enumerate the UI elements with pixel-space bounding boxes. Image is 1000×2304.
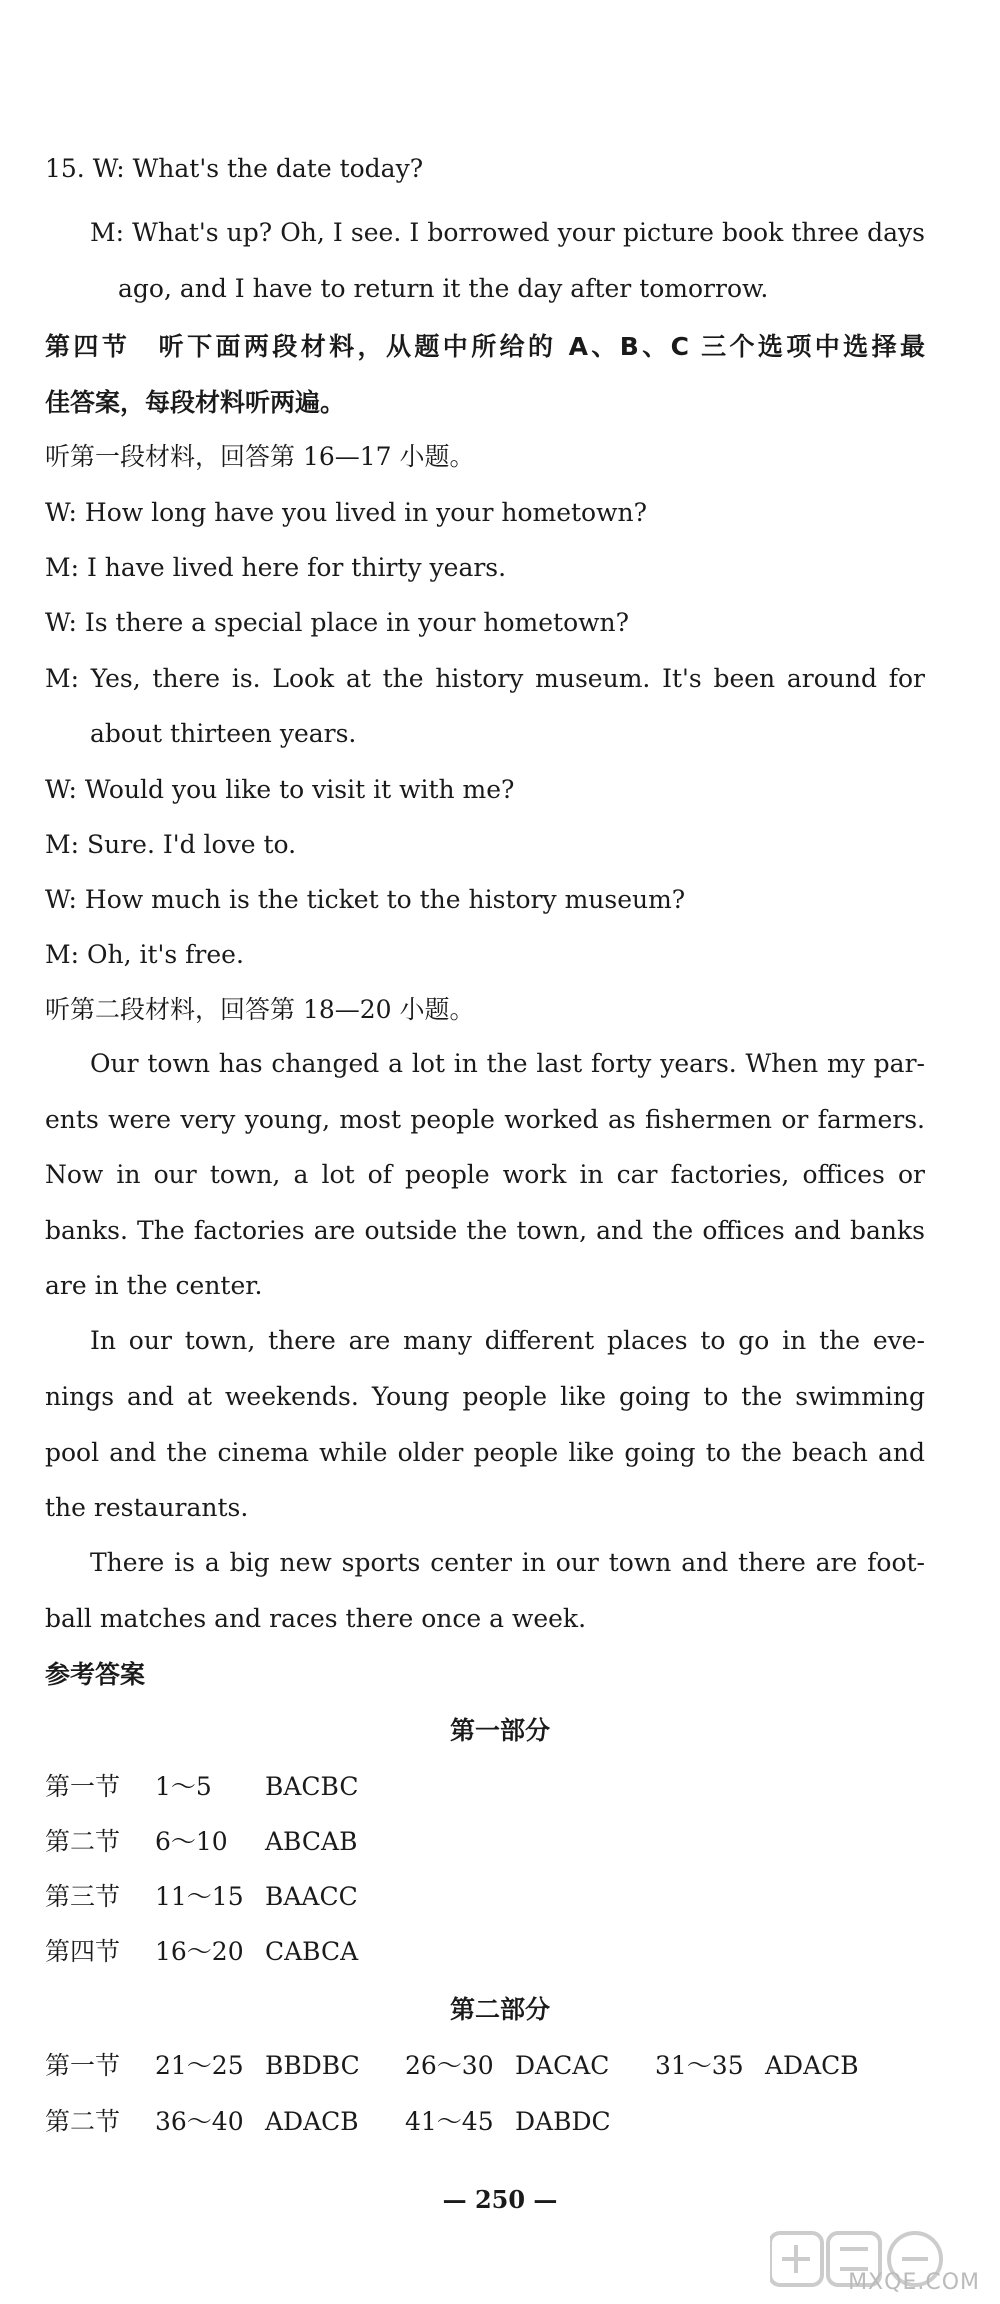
watermark-text: MXQE.COM (848, 2270, 980, 2295)
page-number: — 250 — (442, 2185, 558, 2214)
answer-value: DACAC (515, 2051, 610, 2080)
material1-line: M: Oh, it's free. (45, 940, 244, 969)
answer-row (45, 1770, 405, 1804)
answer-range: 41～45 (405, 2107, 494, 2136)
answer-value: ADACB (265, 2107, 359, 2136)
material2-paragraph-line: In our town, there are many different places to go in the eve- (90, 1326, 925, 1355)
material2-paragraph-line: nings and at weekends. Young people like going to the swimming (45, 1382, 925, 1411)
section4-heading-line2: 佳答案，每段材料听两遍。 (45, 388, 346, 417)
dialog-15-woman: 15. W: What's the date today? (45, 154, 424, 183)
answer-value: CABCA (265, 1937, 359, 1966)
answers-part1-title: 第一部分 (449, 1716, 550, 1745)
answer-range: 21～25 (155, 2051, 244, 2080)
answer-value: BACBC (265, 1772, 359, 1801)
answer-row (45, 1935, 405, 1969)
material2-paragraph-line: are in the center. (45, 1271, 263, 1300)
answers-title: 参考答案 (45, 1660, 146, 1689)
material2-paragraph-line: There is a big new sports center in our town and there are foot- (90, 1548, 925, 1577)
answers-part2-title: 第二部分 (449, 1995, 550, 2024)
answer-range: 6～10 (155, 1827, 228, 1856)
material2-paragraph-line: ents were very young, most people worked as fishermen or farmers. (45, 1105, 925, 1134)
answer-range: 16～20 (155, 1937, 244, 1966)
material1-line: about thirteen years. (90, 719, 357, 748)
material1-line: M: I have lived here for thirty years. (45, 553, 507, 582)
material2-paragraph-line: the restaurants. (45, 1493, 249, 1522)
answer-row (45, 1825, 405, 1859)
material1-line: W: How much is the ticket to the history museum? (45, 885, 686, 914)
answer-value: ADACB (765, 2051, 859, 2080)
material1-line: W: How long have you lived in your hometown? (45, 498, 648, 527)
answer-section: 第二节 (45, 1827, 121, 1856)
answer-value: BBDBC (265, 2051, 360, 2080)
answer-section: 第二节 (45, 2107, 121, 2136)
material2-intro: 听第二段材料，回答第 18—20 小题。 (45, 995, 475, 1024)
material2-paragraph-line: ball matches and races there once a week. (45, 1604, 587, 1633)
answer-range: 26～30 (405, 2051, 494, 2080)
answer-row (45, 2105, 655, 2139)
answer-section: 第四节 (45, 1937, 121, 1966)
material1-line: W: Is there a special place in your hometown? (45, 608, 630, 637)
answer-range: 1～5 (155, 1772, 212, 1801)
answer-range: 11～15 (155, 1882, 244, 1911)
material2-paragraph-line: Now in our town, a lot of people work in car factories, offices or (45, 1160, 925, 1189)
answer-row (45, 1880, 405, 1914)
material1-line: W: Would you like to visit it with me? (45, 775, 515, 804)
answer-value: DABDC (515, 2107, 611, 2136)
answer-section: 第三节 (45, 1882, 121, 1911)
answer-row (45, 2049, 905, 2083)
answer-section: 第一节 (45, 2051, 121, 2080)
material2-paragraph-line: Our town has changed a lot in the last forty years. When my par- (90, 1049, 925, 1078)
material1-intro: 听第一段材料，回答第 16—17 小题。 (45, 442, 475, 471)
answer-value: ABCAB (265, 1827, 358, 1856)
answer-range: 31～35 (655, 2051, 744, 2080)
material1-line: M: Yes, there is. Look at the history museum. It's been around for (45, 664, 925, 693)
dialog-15-man-line1: M: What's up? Oh, I see. I borrowed your picture book three days (90, 218, 925, 247)
material2-paragraph-line: banks. The factories are outside the town, and the offices and banks (45, 1216, 925, 1245)
material2-paragraph-line: pool and the cinema while older people like going to the beach and (45, 1438, 925, 1467)
answer-range: 36～40 (155, 2107, 244, 2136)
section4-heading-line1: 第四节 听下面两段材料，从题中所给的 A、B、C 三个选项中选择最 (45, 332, 925, 361)
material1-line: M: Sure. I'd love to. (45, 830, 297, 859)
answer-value: BAACC (265, 1882, 358, 1911)
answer-section: 第一节 (45, 1772, 121, 1801)
dialog-15-man-line2: ago, and I have to return it the day after tomorrow. (118, 274, 769, 303)
